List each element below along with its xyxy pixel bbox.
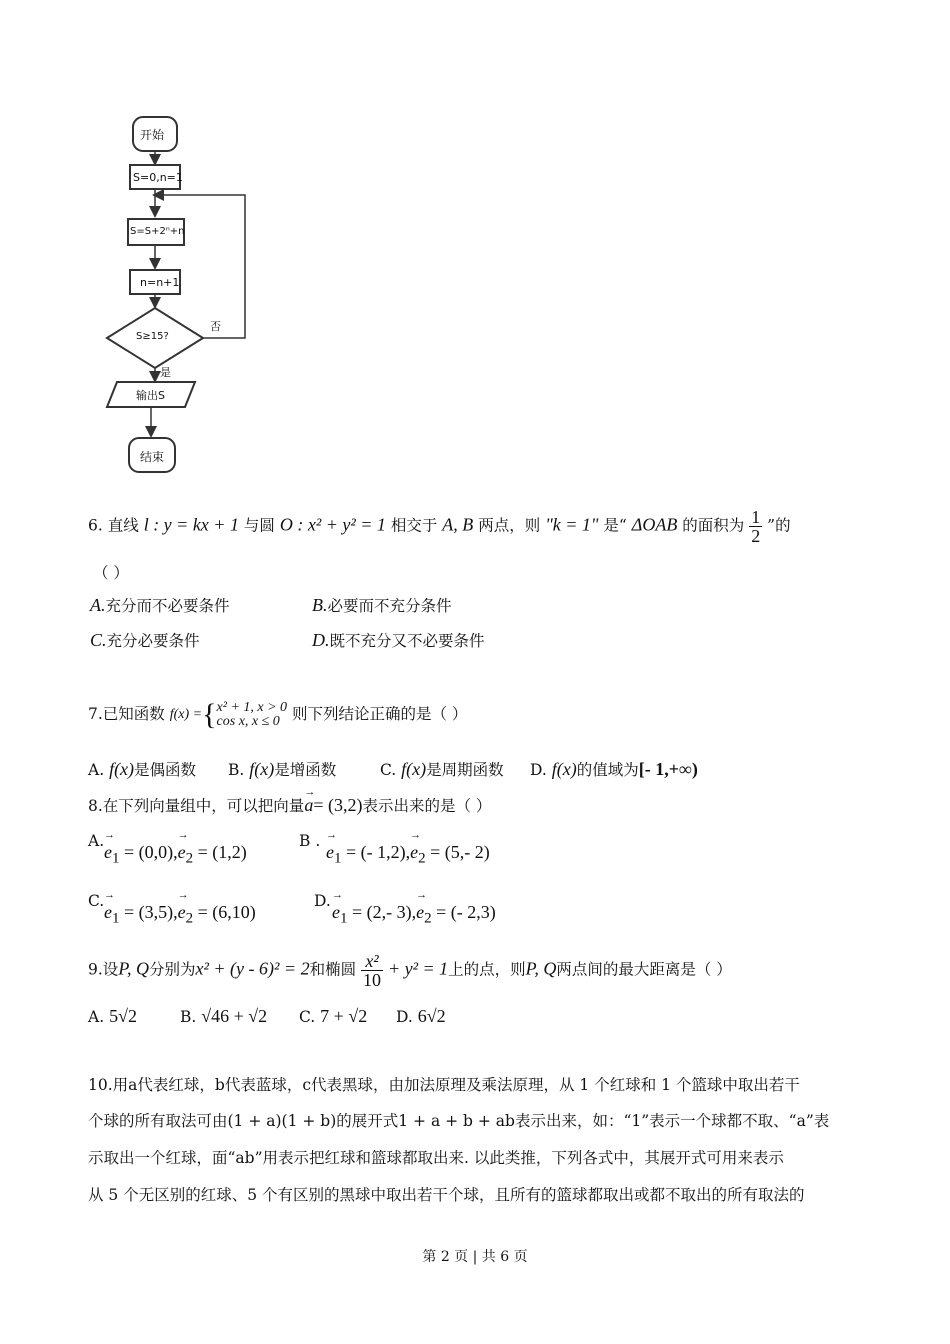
q9-text: 和椭圆 — [309, 960, 357, 979]
q6-text: 是“ — [603, 516, 627, 535]
q9-option-d[interactable] — [396, 1006, 446, 1027]
option-label: C. — [380, 761, 397, 779]
option-func: f(x) — [401, 759, 427, 779]
option-label: B. — [228, 761, 245, 779]
option-text: 是偶函数 — [134, 761, 197, 779]
q9-option-b[interactable] — [180, 1006, 267, 1027]
q6-text: 的面积为 — [682, 516, 745, 535]
q6-circle-eq: O : x² + y² = 1 — [279, 514, 386, 535]
option-label: C. — [90, 630, 107, 650]
q8-option-d[interactable] — [314, 892, 331, 910]
e2-value: = (6,10) — [197, 902, 256, 922]
e2-vector: → e — [178, 842, 186, 863]
q8-text: 在下列向量组中，可以把向量 — [102, 797, 305, 815]
e1-vector: → e — [326, 842, 334, 863]
q9-pq: P, Q — [118, 958, 149, 979]
q6-text: 与圆 — [243, 516, 275, 535]
option-text: 充分必要条件 — [106, 632, 200, 650]
q9-option-c[interactable] — [299, 1006, 367, 1027]
flow-start-label: 开始 — [140, 128, 165, 142]
question-9-stem — [88, 952, 732, 989]
q9-option-a[interactable] — [88, 1006, 137, 1027]
option-text: 7 + √2 — [320, 1006, 368, 1026]
q7-option-b[interactable] — [228, 758, 336, 780]
flow-yes-label: 是 — [160, 366, 171, 379]
q6-option-b[interactable] — [312, 594, 452, 616]
q6-frac-num: 1 — [751, 507, 761, 527]
flow-init-label: S=0,n=1 — [133, 171, 183, 184]
e2-value: = (5,- 2) — [430, 842, 490, 862]
option-label: A. — [88, 832, 105, 850]
q8-vector-value: = (3,2) — [313, 795, 363, 815]
option-text: 5√2 — [109, 1006, 137, 1026]
e1-vector: → e — [332, 902, 340, 923]
e2-vector: → e — [178, 902, 186, 923]
option-text: 必要而不充分条件 — [327, 597, 452, 615]
q8-option-a-vectors: → $e_1 = (0,0),\to e_2 = (1,2)$ — [104, 842, 247, 868]
question-10-line-1: 10.用a代表红球，b代表蓝球，c代表黑球，由加法原理及乘法原理，从 1 个红球和 1 个篮球中取出若干 — [88, 1076, 800, 1094]
option-label: D. — [314, 892, 331, 910]
q9-pq: P, Q — [525, 958, 557, 979]
option-label: B . — [299, 832, 321, 850]
q9-fraction — [361, 952, 383, 989]
flow-no-label: 否 — [210, 320, 221, 333]
option-label: D. — [530, 761, 547, 779]
option-range: [- 1,+∞) — [638, 759, 698, 779]
option-func: f(x) — [249, 759, 275, 779]
q7-option-a[interactable] — [88, 758, 196, 780]
q9-frac-num: x² — [361, 952, 383, 971]
q6-triangle: ΔOAB — [631, 514, 678, 535]
q6-text: 直线 — [107, 516, 139, 535]
q8-text: 表示出来的是（ ） — [362, 797, 492, 815]
e2-vector: → e — [416, 902, 424, 923]
e1-vector: → e — [104, 842, 112, 863]
q9-text: 上的点，则 — [448, 960, 526, 979]
option-text: 的值域为 — [576, 761, 639, 779]
q9-ellipse-eq: + y² = 1 — [387, 958, 449, 979]
question-10-line-4: 从 5 个无区别的红球、5 个有区别的黑球中取出若干个球，且所有的篮球都取出或都不取出的所有取法的 — [88, 1186, 805, 1204]
q7-text: 则下列结论正确的是（ ） — [292, 705, 468, 723]
q6-line-eq: l : y = kx + 1 — [143, 514, 239, 535]
q6-text: 相交于 — [390, 516, 438, 535]
option-label: B. — [312, 595, 328, 615]
q7-case-2: cos x, x ≤ 0 — [216, 714, 280, 729]
q7-option-d[interactable] — [530, 758, 698, 780]
q9-text: 分别为 — [149, 960, 196, 979]
option-text: 是周期函数 — [426, 761, 504, 779]
question-7-stem — [88, 698, 468, 731]
q6-answer-paren: （ ） — [93, 564, 129, 582]
q8-number: 8. — [88, 797, 103, 815]
q6-points: A, B — [442, 514, 474, 535]
option-label: D. — [396, 1008, 413, 1026]
q6-condition: "k = 1" — [545, 514, 599, 535]
q8-option-d-vectors: → $e_1 = (2,-$ $3),\to e_2$ = (- 2,3) — [332, 902, 496, 928]
q6-number: 6. — [88, 516, 103, 535]
q7-piecewise: f(x) ={ x² + 1, x > 0 cos x, x ≤ 0 — [169, 698, 288, 731]
flow-condition-label: S≥15? — [136, 331, 169, 342]
option-label: D. — [312, 630, 330, 650]
flow-update-label: S=S+2ⁿ+n — [130, 226, 185, 237]
e1-value: = (2,- 3), — [352, 902, 417, 922]
q7-case-1: x² + 1, x > 0 — [216, 700, 288, 715]
e2-value: = (1,2) — [197, 842, 247, 862]
q8-option-b-vectors: → $e_1$ = (- $1,2),\to e_2 = (5,-$ 2) — [326, 842, 490, 868]
q9-frac-den: 10 — [363, 970, 382, 990]
q8-option-a[interactable] — [88, 832, 104, 850]
e1-value: = (0,0), — [124, 842, 178, 862]
q9-number: 9. — [88, 960, 103, 979]
flow-output-label: 输出S — [136, 389, 165, 402]
option-func: f(x) — [551, 759, 577, 779]
option-label: C. — [88, 892, 105, 910]
option-text: 充分而不必要条件 — [105, 597, 230, 615]
q6-option-a[interactable] — [90, 594, 230, 616]
q9-text: 设 — [102, 960, 119, 979]
q6-text: ”的 — [767, 516, 791, 535]
q8-vector-a: → a — [304, 794, 313, 816]
flow-increment-label: n=n+1 — [140, 276, 180, 289]
question-10-line-2: 个球的所有取法可由(1 + a)(1 + b)的展开式1 + a + b + ab表示出来，如：“1”表示一个球都不取、“a”表 — [88, 1112, 830, 1130]
q7-number: 7. — [88, 705, 103, 723]
q6-option-c[interactable] — [90, 629, 200, 651]
q6-option-d[interactable] — [312, 629, 485, 651]
question-10-line-3: 示取出一个红球，面“ab”用表示把红球和篮球都取出来. 以此类推，下列各式中，其展开式可用来表示 — [88, 1149, 784, 1167]
option-label: A. — [90, 595, 106, 615]
q9-circle-eq: x² + (y - 6)² = 2 — [195, 958, 310, 979]
q6-text: 两点，则 — [478, 516, 541, 535]
q8-option-b[interactable] — [299, 832, 320, 850]
e2-vector: → e — [410, 842, 418, 863]
e1-value: = (- 1,2), — [346, 842, 411, 862]
e1-vector: → e — [104, 902, 112, 923]
q7-func: f(x) = — [169, 707, 203, 723]
option-func: f(x) — [109, 759, 135, 779]
option-label: A. — [88, 1008, 105, 1026]
q6-frac-den: 2 — [751, 526, 761, 546]
option-text: 6√2 — [417, 1006, 446, 1026]
option-text: 是增函数 — [274, 761, 337, 779]
flow-end-label: 结束 — [140, 450, 165, 464]
question-8-stem — [88, 794, 491, 817]
q8-option-c[interactable] — [88, 892, 104, 910]
option-text: √46 + √2 — [201, 1006, 268, 1026]
question-6-stem — [88, 508, 791, 545]
option-label: A. — [88, 761, 105, 779]
q9-text: 两点间的最大距离是（ ） — [556, 960, 732, 979]
option-text: 既不充分又不必要条件 — [329, 632, 485, 650]
option-label: B. — [180, 1008, 197, 1026]
option-label: C. — [299, 1008, 316, 1026]
q7-text: 已知函数 — [102, 705, 165, 723]
q6-fraction — [749, 508, 762, 545]
page-footer: 第 2 页 | 共 6 页 — [422, 1249, 528, 1265]
q7-option-c[interactable] — [380, 758, 504, 780]
e2-value: = (- 2,3) — [436, 902, 496, 922]
e1-value: = (3,5), — [124, 902, 178, 922]
flowchart — [95, 105, 395, 485]
q8-option-c-vectors: → $e_1 = (3,5),\to e_2 = (6,10)$ — [104, 902, 256, 928]
